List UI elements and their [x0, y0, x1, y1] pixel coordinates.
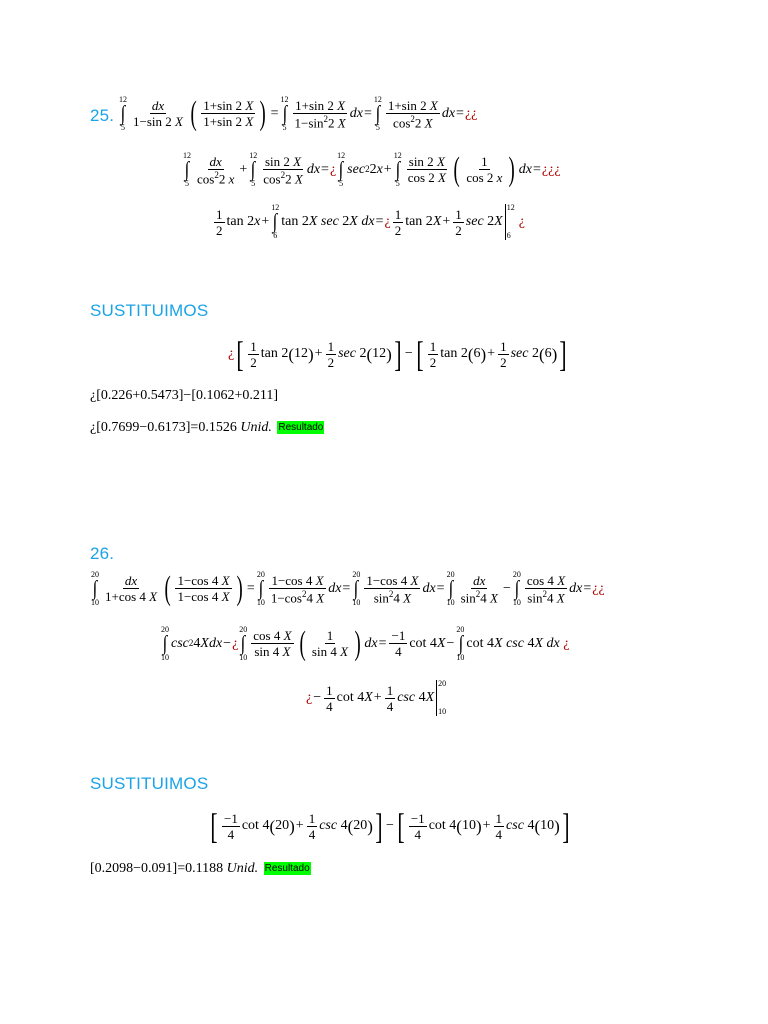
- unit-label: Unid.: [226, 861, 259, 876]
- unit-label: Unid.: [240, 420, 272, 435]
- problem-25-substitution: ¿ [ $\frac{1}{2}$ tan 2 ( 12 ) + $\frac{1}{2}$ sec 2 ( 12 ) ] − [ $\frac{1}{2}$ tan 2 ( 6 ) + $\frac{1}{2}$ sec 2 ( 6 ) ]: [228, 334, 567, 374]
- problem-25-step-2: ¿[0.7699−0.6173]=0.1526 Unid. Resultado: [90, 420, 324, 435]
- problem-26-eq-line-1: 20 ∫ 10 $\frac{dx}{1+\cos 4 X}$ ( $\frac{1-\cos 4 X}{1-\cos 4 X}$ ) = 20 ∫ 10 $\frac{1-\cos 4 X}{1-\cos^24 X}$ dx = 20 ∫ 10 $\frac{1-\cos 4 X}{\sin^24 X}$ dx = 20 ∫ 10 $\frac{dx}{\sin^24 X}$ − 20 ∫ 10 $\frac{\cos 4 X}{\sin^24 X}$ dx = ¿¿: [91, 569, 605, 607]
- problem-25-eq-line-1: 12 ∫ 5 $\frac{dx}{1-\sin 2 X}$ ( $\frac{1+\sin 2 X}{1+\sin 2 X}$ ) = 12 ∫ 5 $\frac{1+\sin 2 X}{1-\sin^22 X}$ dx = 12 ∫ 5 $\frac{1+\sin 2 X}{\cos^22 X}$ dx = ¿¿: [119, 94, 478, 132]
- problem-26-eq-line-2: 20 ∫ 10 csc 2 4 Xdx − ¿ 20 ∫ 10 $\frac{\cos 4 X}{\sin 4 X}$ ( $\frac{1}{\sin 4 X}$ ) dx = $\frac{-1}{4}$ cot 4 X − 20 ∫ 10 cot 4 X csc 4 X dx ¿: [161, 624, 570, 662]
- problem-26-eq-line-3: ¿ − $\frac{1}{4}$ cot 4 X + $\frac{1}{4}$ csc 4 X 20 10: [306, 679, 447, 716]
- result-badge: Resultado: [264, 862, 310, 874]
- problem-25-eq-line-3: $\frac{1}{2}$ tan 2 x + 12 ∫ 6 tan 2 X sec 2 X dx = ¿ $\frac{1}{2}$ tan 2 X + $\frac{1}{2}$ sec 2 X 12 6 ¿: [216, 203, 525, 240]
- problem-26-number: 26.: [90, 544, 115, 563]
- problem-26-step-1: [0.2098−0.091]=0.1188 Unid. Resultado: [90, 861, 310, 876]
- problem-26-sustituimos-heading: SUSTITUIMOS: [90, 774, 209, 793]
- problem-25-number: 25.: [90, 106, 115, 125]
- problem-25-eq-line-2: 12 ∫ 5 $\frac{dx}{\cos^22 x}$ + 12 ∫ 5 $\frac{\sin 2 X}{\cos^22 X}$ dx = ¿ 12 ∫ 5 sec 2 2 x + 12 ∫ 5 $\frac{\sin 2 X}{\cos 2 X}$ ( $\frac{1}{\cos 2 x}$ ) dx = ¿¿¿: [183, 150, 561, 188]
- problem-26-substitution: [ $\frac{-1}{4}$ cot 4 ( 20 ) + $\frac{1}{4}$ csc 4 ( 20 ) ] − [ $\frac{-1}{4}$ cot 4 ( 10 ) + $\frac{1}{4}$ csc 4 ( 10 ) ]: [210, 806, 570, 846]
- problem-25-step-1: ¿[0.226+0.5473]−[0.1062+0.211]: [90, 388, 279, 403]
- problem-25-sustituimos-heading: SUSTITUIMOS: [90, 301, 209, 320]
- result-badge: Resultado: [278, 421, 324, 433]
